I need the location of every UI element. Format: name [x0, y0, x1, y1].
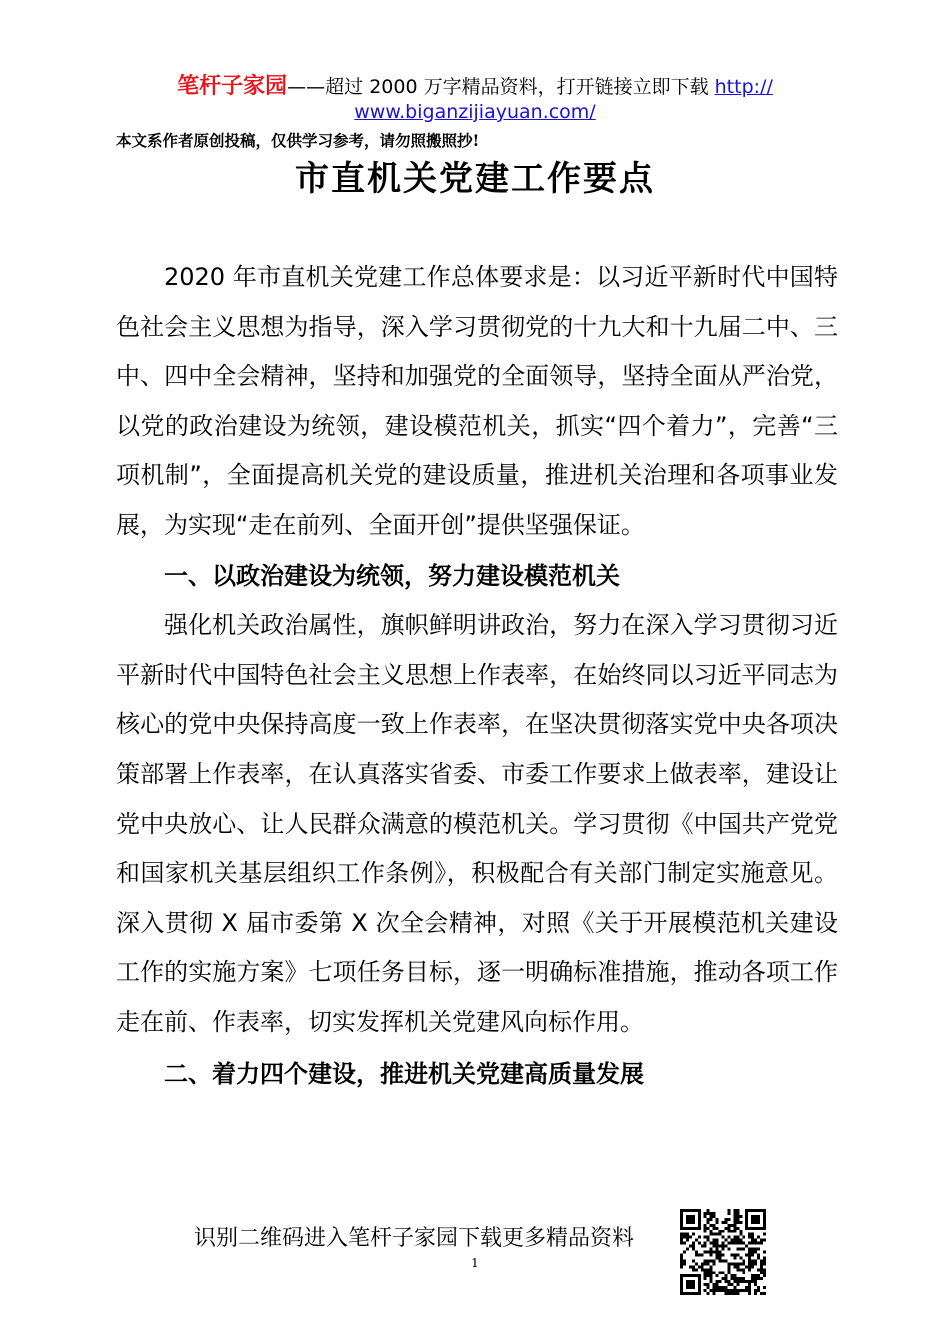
brand-name[interactable]: 笔杆子家园 [177, 74, 288, 99]
page-number: 1 [471, 1256, 479, 1270]
qr-caption: 识别二维码进入笔杆子家园下载更多精品资料 [193, 1226, 634, 1251]
header-tagline: ——超过 2000 万字精品资料，打开链接立即下载 [287, 76, 715, 98]
header-link-line [0, 99, 950, 125]
copyright-notice: 本文系作者原创投稿，仅供学习参考，请勿照搬照抄! [116, 131, 480, 150]
section-heading: 二、着力四个建设，推进机关党建高质量发展 [164, 1059, 644, 1088]
header-banner [0, 74, 950, 100]
qr-code-icon[interactable] [680, 1209, 766, 1295]
download-link-part2[interactable]: www.biganzijiayuan.com/ [354, 101, 596, 123]
document-body [116, 253, 838, 1099]
document-title: 市直机关党建工作要点 [295, 159, 655, 199]
body-paragraph: 2020 年市直机关党建工作总体要求是：以习近平新时代中国特色社会主义思想为指导，深入学习贯彻党的十九大和十九届二中、三中、四中全会精神，坚持和加强党的全面领导，坚持全面从严治党，以党的政治建设为统领，建设模范机关，抓实“四个着力”，完善“三项机制”，全面提高机关党的建设质量，推进机关治理和各项事业发展，为实现“走在前列、全面开创”提供坚强保证。 [116, 263, 838, 539]
section-heading: 一、以政治建设为统领，努力建设模范机关 [164, 561, 620, 590]
download-link-part1[interactable]: http:// [714, 76, 773, 98]
body-paragraph: 强化机关政治属性，旗帜鲜明讲政治，努力在深入学习贯彻习近平新时代中国特色社会主义思想上作表率，在始终同以习近平同志为核心的党中央保持高度一致上作表率，在坚决贯彻落实党中央各项决策部署上作表率，在认真落实省委、市委工作要求上做表率，建设让党中央放心、让人民群众满意的模范机关。学习贯彻《中国共产党党和国家机关基层组织工作条例》，积极配合有关部门制定实施意见。深入贯彻 X 届市委第 X 次全会精神，对照《关于开展模范机关建设工作的实施方案》七项任务目标，逐一明确标准措施，推动各项工作走在前、作表率，切实发挥机关党建风向标作用。 [116, 611, 838, 1036]
